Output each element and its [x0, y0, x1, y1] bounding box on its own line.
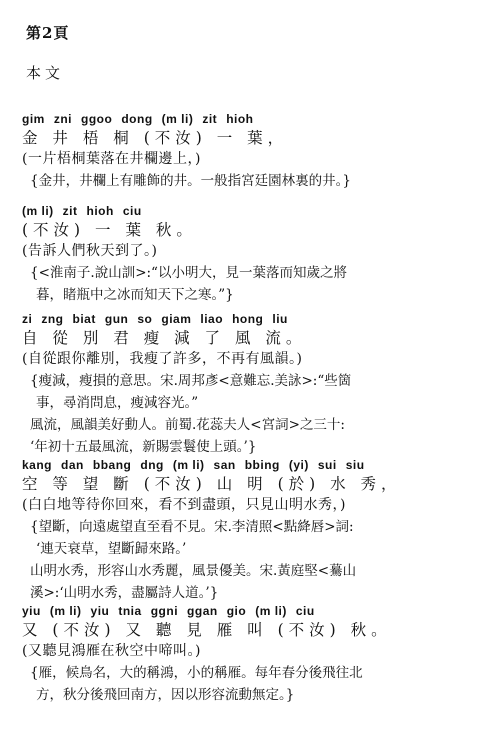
- translation-line: (告訴人們秋天到了。): [22, 243, 158, 259]
- romanization-line: zi zng biat gun so giam liao hong liu: [22, 312, 288, 326]
- verse-line: 空 等 望 斷 (不汝) 山 明 (於) 水 秀，: [22, 475, 402, 493]
- page-number: 第2頁: [26, 24, 70, 42]
- stanza-5: [22, 604, 482, 706]
- romanization-line: gim zni ggoo dong (m li) zit hioh: [22, 112, 254, 126]
- romanization-line: kang dan bbang dng (m li) san bbing (yi) sui siu: [22, 458, 365, 472]
- verse-line: 自 從 別 君 瘦 減 了 風 流。: [22, 329, 307, 347]
- section-heading: 本文: [26, 64, 65, 82]
- stanza-2: [22, 204, 482, 306]
- translation-line: (又聽見鴻雁在秋空中啼叫。): [22, 643, 201, 659]
- verse-line: 金 井 梧 桐 (不汝) 一 葉，: [22, 129, 289, 147]
- romanization-line: yiu (m li) yiu tnia ggni ggan gio (m li) ciu: [22, 604, 315, 618]
- verse-line: 又 (不汝) 又 聽 見 雁 叫 (不汝) 秋。: [22, 621, 392, 639]
- annotation-line: 溪>:‘山明水秀，盡屬詩人道。’}: [30, 585, 219, 601]
- annotation-line: {金井，井欄上有雕飾的井。一般指宮廷園林裏的井。}: [30, 173, 351, 189]
- annotation-line: 方，秋分後飛回南方，因以形容流動無定。}: [36, 687, 295, 703]
- annotation-line: 山明水秀，形容山水秀麗，風景優美。宋.黃庭堅<驀山: [30, 563, 357, 579]
- translation-line: (自從跟你離別，我瘦了許多，不再有風韻。): [22, 351, 303, 367]
- annotation-line: 風流，風韻美好動人。前蜀.花蕊夫人<宮詞>之三十:: [30, 417, 345, 433]
- stanza-4: [22, 458, 482, 604]
- annotation-line: 事，尋消問息，瘦減容光。”: [36, 395, 199, 411]
- verse-line: (不汝) 一 葉 秋。: [22, 221, 197, 239]
- stanza-3: [22, 312, 482, 458]
- annotation-line: ‘年初十五最風流，新賜雲鬟使上頭。’}: [30, 439, 257, 455]
- romanization-line: (m li) zit hioh ciu: [22, 204, 142, 218]
- annotation-line: {瘦減，瘦損的意思。宋.周邦彥<意難忘.美詠>:“些箇: [30, 373, 352, 389]
- translation-line: (一片梧桐葉落在井欄邊上，): [22, 151, 201, 167]
- stanza-1: [22, 112, 482, 192]
- annotation-line: 暮，睹瓶中之冰而知天下之寒。”}: [36, 287, 234, 303]
- translation-line: (白白地等待你回來，看不到盡頭，只見山明水秀，): [22, 497, 346, 513]
- annotation-line: {雁，候鳥名，大的稱鴻，小的稱雁。每年春分後飛往北: [30, 665, 363, 681]
- annotation-line: ‘連天衰草，望斷歸來路。’: [36, 541, 187, 557]
- annotation-line: {<淮南子.說山訓>:“以小明大，見一葉落而知歲之將: [30, 265, 347, 281]
- annotation-line: {望斷，向遠處望直至看不見。宋.李清照<點絳唇>詞:: [30, 519, 354, 535]
